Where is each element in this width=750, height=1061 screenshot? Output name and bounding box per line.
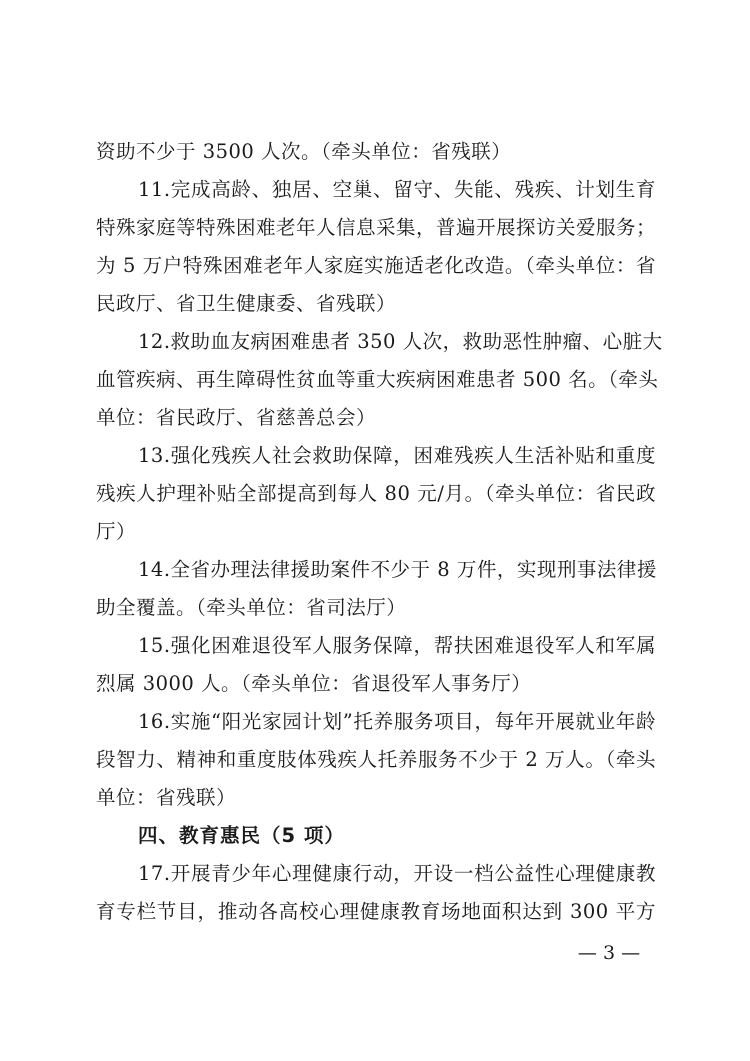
text-line-20: 17.开展青少年心理健康行动，开设一档公益性心理健康教 [138, 862, 656, 885]
text-line-14: 15.强化困难退役军人服务保障，帮扶困难退役军人和军属 [138, 634, 656, 657]
text-line-1: 资助不少于 3500 人次。（牵头单位：省残联） [96, 140, 512, 163]
text-line-2: 11.完成高龄、独居、空巢、留守、失能、残疾、计划生育 [138, 178, 656, 201]
text-line-15: 烈属 3000 人。（牵头单位：省退役军人事务厅） [96, 672, 532, 695]
text-line-17: 段智力、精神和重度肢体残疾人托养服务不少于 2 万人。（牵头 [96, 748, 656, 771]
page-number: — 3 — [577, 942, 641, 964]
text-line-7: 血管疾病、再生障碍性贫血等重大疾病困难患者 500 名。（牵头 [96, 368, 659, 391]
text-line-6: 12.救助血友病困难患者 350 人次，救助恶性肿瘤、心脏大 [138, 330, 663, 353]
text-line-8: 单位：省民政厅、省慈善总会） [96, 406, 377, 429]
text-line-10: 残疾人护理补贴全部提高到每人 80 元/月。（牵头单位：省民政 [96, 482, 656, 505]
text-line-16: 16.实施“阳光家园计划”托养服务项目，每年开展就业年龄 [138, 710, 656, 733]
text-line-11: 厅） [96, 520, 137, 543]
text-line-18: 单位：省残联） [96, 786, 237, 809]
text-line-3: 特殊家庭等特殊困难老年人信息采集，普遍开展探访关爱服务； [96, 216, 657, 239]
text-line-5: 民政厅、省卫生健康委、省残联） [96, 292, 397, 315]
text-line-4: 为 5 万户特殊困难老年人家庭实施适老化改造。（牵头单位：省 [96, 254, 656, 277]
text-line-13: 助全覆盖。（牵头单位：省司法厅） [96, 596, 407, 619]
section-heading-education: 四、教育惠民（5 项） [138, 824, 345, 847]
text-line-21: 育专栏节目，推动各高校心理健康教育场地面积达到 300 平方 [96, 900, 656, 923]
text-line-12: 14.全省办理法律援助案件不少于 8 万件，实现刑事法律援 [138, 558, 657, 581]
text-line-9: 13.强化残疾人社会救助保障，困难残疾人生活补贴和重度 [138, 444, 656, 467]
